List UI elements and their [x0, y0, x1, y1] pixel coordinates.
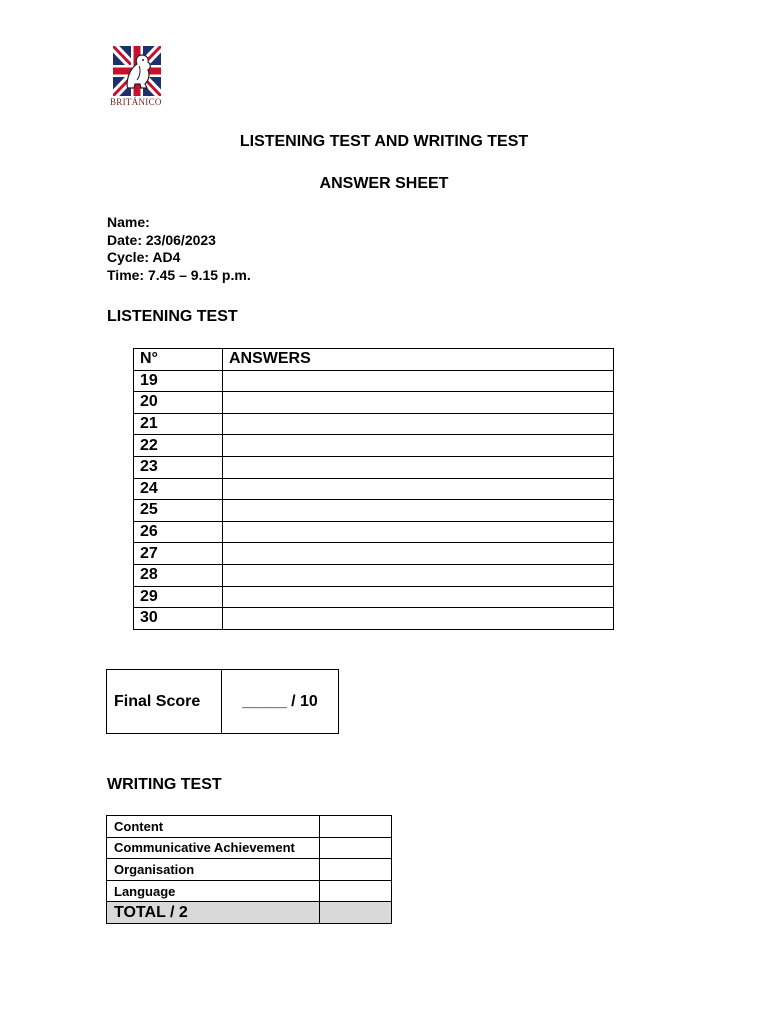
answers-column-header: ANSWERS [223, 349, 614, 371]
answer-cell[interactable] [223, 564, 614, 586]
answer-cell[interactable] [223, 586, 614, 608]
criterion-score-cell[interactable] [320, 837, 392, 859]
answer-cell[interactable] [223, 413, 614, 435]
number-column-header: N° [134, 349, 223, 371]
question-number: 30 [134, 608, 223, 630]
criterion-score-cell[interactable] [320, 880, 392, 902]
criterion-label: Organisation [107, 859, 320, 881]
britanico-logo [110, 46, 166, 107]
answer-cell[interactable] [223, 543, 614, 565]
question-number: 23 [134, 456, 223, 478]
listening-heading: LISTENING TEST [107, 308, 238, 325]
table-row [107, 837, 392, 859]
time-line: Time: 7.45 – 9.15 p.m. [107, 266, 251, 283]
table-row [134, 543, 614, 565]
question-number: 24 [134, 478, 223, 500]
date-line: Date: 23/06/2023 [107, 231, 216, 248]
table-row [134, 413, 614, 435]
cycle-line: Cycle: AD4 [107, 249, 181, 265]
question-number: 22 [134, 435, 223, 457]
table-header-row [134, 349, 614, 371]
table-row [134, 586, 614, 608]
table-row [134, 392, 614, 414]
answer-cell[interactable] [223, 608, 614, 630]
student-info [107, 214, 251, 284]
question-number: 28 [134, 564, 223, 586]
table-row [134, 435, 614, 457]
name-line: Name: [107, 214, 150, 230]
table-row [134, 370, 614, 392]
criterion-score-cell[interactable] [320, 859, 392, 881]
question-number: 27 [134, 543, 223, 565]
question-number: 26 [134, 521, 223, 543]
answer-cell[interactable] [223, 370, 614, 392]
criterion-score-cell[interactable] [320, 816, 392, 838]
total-label: TOTAL / 2 [107, 902, 320, 924]
writing-heading: WRITING TEST [107, 776, 222, 793]
answer-cell[interactable] [223, 435, 614, 457]
question-number: 20 [134, 392, 223, 414]
question-number: 29 [134, 586, 223, 608]
logo-text: BRITÁNICO [110, 97, 162, 107]
document-subtitle: ANSWER SHEET [319, 175, 449, 192]
table-row [107, 816, 392, 838]
answer-cell[interactable] [223, 478, 614, 500]
question-number: 21 [134, 413, 223, 435]
listening-answers-table [133, 348, 614, 630]
total-row [107, 902, 392, 924]
table-row [134, 521, 614, 543]
table-row [134, 608, 614, 630]
criterion-label: Content [107, 816, 320, 838]
final-score-label: Final Score [107, 670, 222, 733]
table-row [134, 500, 614, 522]
table-row [134, 456, 614, 478]
writing-criteria-table [106, 815, 392, 924]
document-title: LISTENING TEST AND WRITING TEST [239, 133, 529, 150]
answer-cell[interactable] [223, 500, 614, 522]
answer-cell[interactable] [223, 456, 614, 478]
union-jack-lion-icon [113, 46, 161, 96]
criterion-label: Communicative Achievement [107, 837, 320, 859]
table-row [134, 564, 614, 586]
table-row [134, 478, 614, 500]
question-number: 19 [134, 370, 223, 392]
total-score-cell[interactable] [320, 902, 392, 924]
criterion-label: Language [107, 880, 320, 902]
table-row [107, 880, 392, 902]
table-row [107, 859, 392, 881]
answer-cell[interactable] [223, 392, 614, 414]
answer-cell[interactable] [223, 521, 614, 543]
question-number: 25 [134, 500, 223, 522]
final-score-box [106, 669, 339, 734]
final-score-value: _____ / 10 [242, 692, 318, 710]
